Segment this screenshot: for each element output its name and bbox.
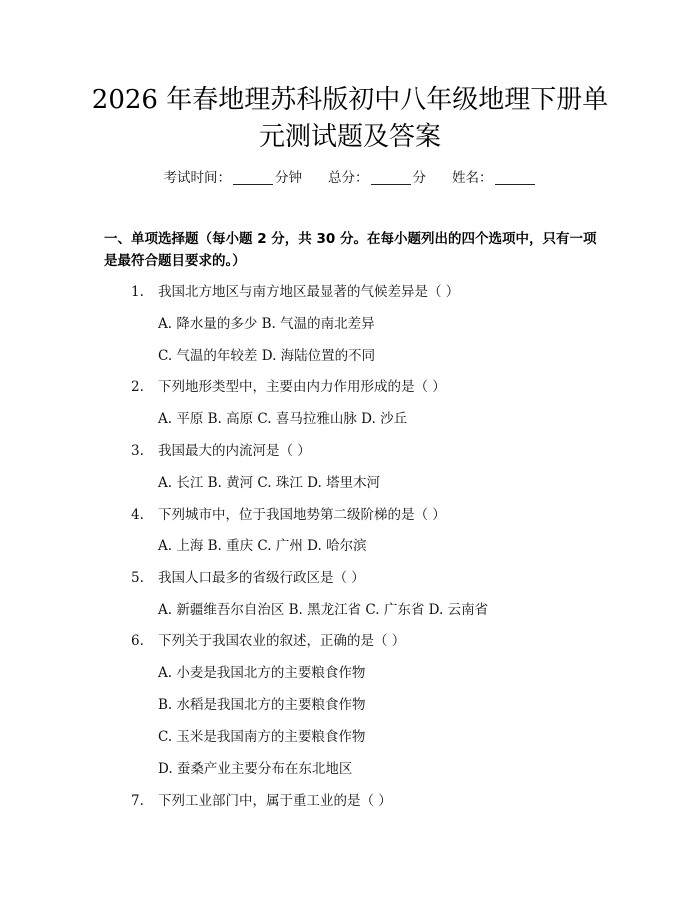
- question-4-options: A. 上海 B. 重庆 C. 广州 D. 哈尔滨: [158, 538, 367, 554]
- score-blank[interactable]: [371, 170, 411, 185]
- question-text: 下列工业部门中，属于重工业的是（ ）: [158, 793, 392, 809]
- section-heading-line-1: 一、单项选择题（每小题 2 分，共 30 分。在每小题列出的四个选项中，只有一项: [104, 231, 597, 247]
- score-label: 总分：: [328, 170, 369, 186]
- score-unit: 分: [412, 170, 426, 186]
- question-number: 4.: [131, 507, 144, 523]
- question-3: [131, 441, 311, 461]
- question-text: 下列关于我国农业的叙述，正确的是（ ）: [158, 633, 406, 649]
- question-text: 下列城市中，位于我国地势第二级阶梯的是（ ）: [158, 507, 446, 523]
- name-label: 姓名：: [452, 170, 493, 186]
- question-4: [131, 505, 446, 525]
- question-2: [131, 377, 446, 397]
- question-1-options-row-2: C. 气温的年较差 D. 海陆位置的不同: [158, 348, 376, 364]
- document-title-line-1: 2026 年春地理苏科版初中八年级地理下册单: [91, 85, 609, 115]
- question-text: 我国最大的内流河是（ ）: [158, 443, 311, 459]
- question-6-option-d: D. 蚕桑产业主要分布在东北地区: [158, 761, 353, 777]
- question-7: [131, 791, 392, 811]
- question-6: [131, 631, 405, 651]
- name-blank[interactable]: [495, 170, 535, 185]
- question-3-options: A. 长江 B. 黄河 C. 珠江 D. 塔里木河: [158, 475, 381, 491]
- question-text: 下列地形类型中，主要由内力作用形成的是（ ）: [158, 379, 446, 395]
- time-blank[interactable]: [233, 170, 273, 185]
- question-2-options: A. 平原 B. 高原 C. 喜马拉雅山脉 D. 沙丘: [158, 411, 408, 427]
- question-6-option-a: A. 小麦是我国北方的主要粮食作物: [158, 665, 366, 681]
- question-5-options: A. 新疆维吾尔自治区 B. 黑龙江省 C. 广东省 D. 云南省: [158, 602, 489, 618]
- question-text: 我国北方地区与南方地区最显著的气候差异是（ ）: [158, 284, 460, 300]
- question-number: 6.: [131, 633, 144, 649]
- question-number: 5.: [131, 570, 144, 586]
- question-1: [131, 282, 459, 302]
- time-label: 考试时间：: [163, 170, 231, 186]
- section-heading-line-2: 是最符合题目要求的。）: [104, 253, 246, 269]
- question-number: 1.: [131, 284, 144, 300]
- question-5: [131, 568, 365, 588]
- question-1-options-row-1: A. 降水量的多少 B. 气温的南北差异: [158, 316, 375, 332]
- time-unit: 分钟: [275, 170, 302, 186]
- question-number: 3.: [131, 443, 144, 459]
- exam-info-line: [0, 168, 700, 188]
- question-text: 我国人口最多的省级行政区是（ ）: [158, 570, 365, 586]
- question-6-option-c: C. 玉米是我国南方的主要粮食作物: [158, 729, 366, 745]
- document-title-line-2: 元测试题及答案: [258, 122, 441, 152]
- question-number: 7.: [131, 793, 144, 809]
- question-6-option-b: B. 水稻是我国北方的主要粮食作物: [158, 697, 366, 713]
- question-number: 2.: [131, 379, 144, 395]
